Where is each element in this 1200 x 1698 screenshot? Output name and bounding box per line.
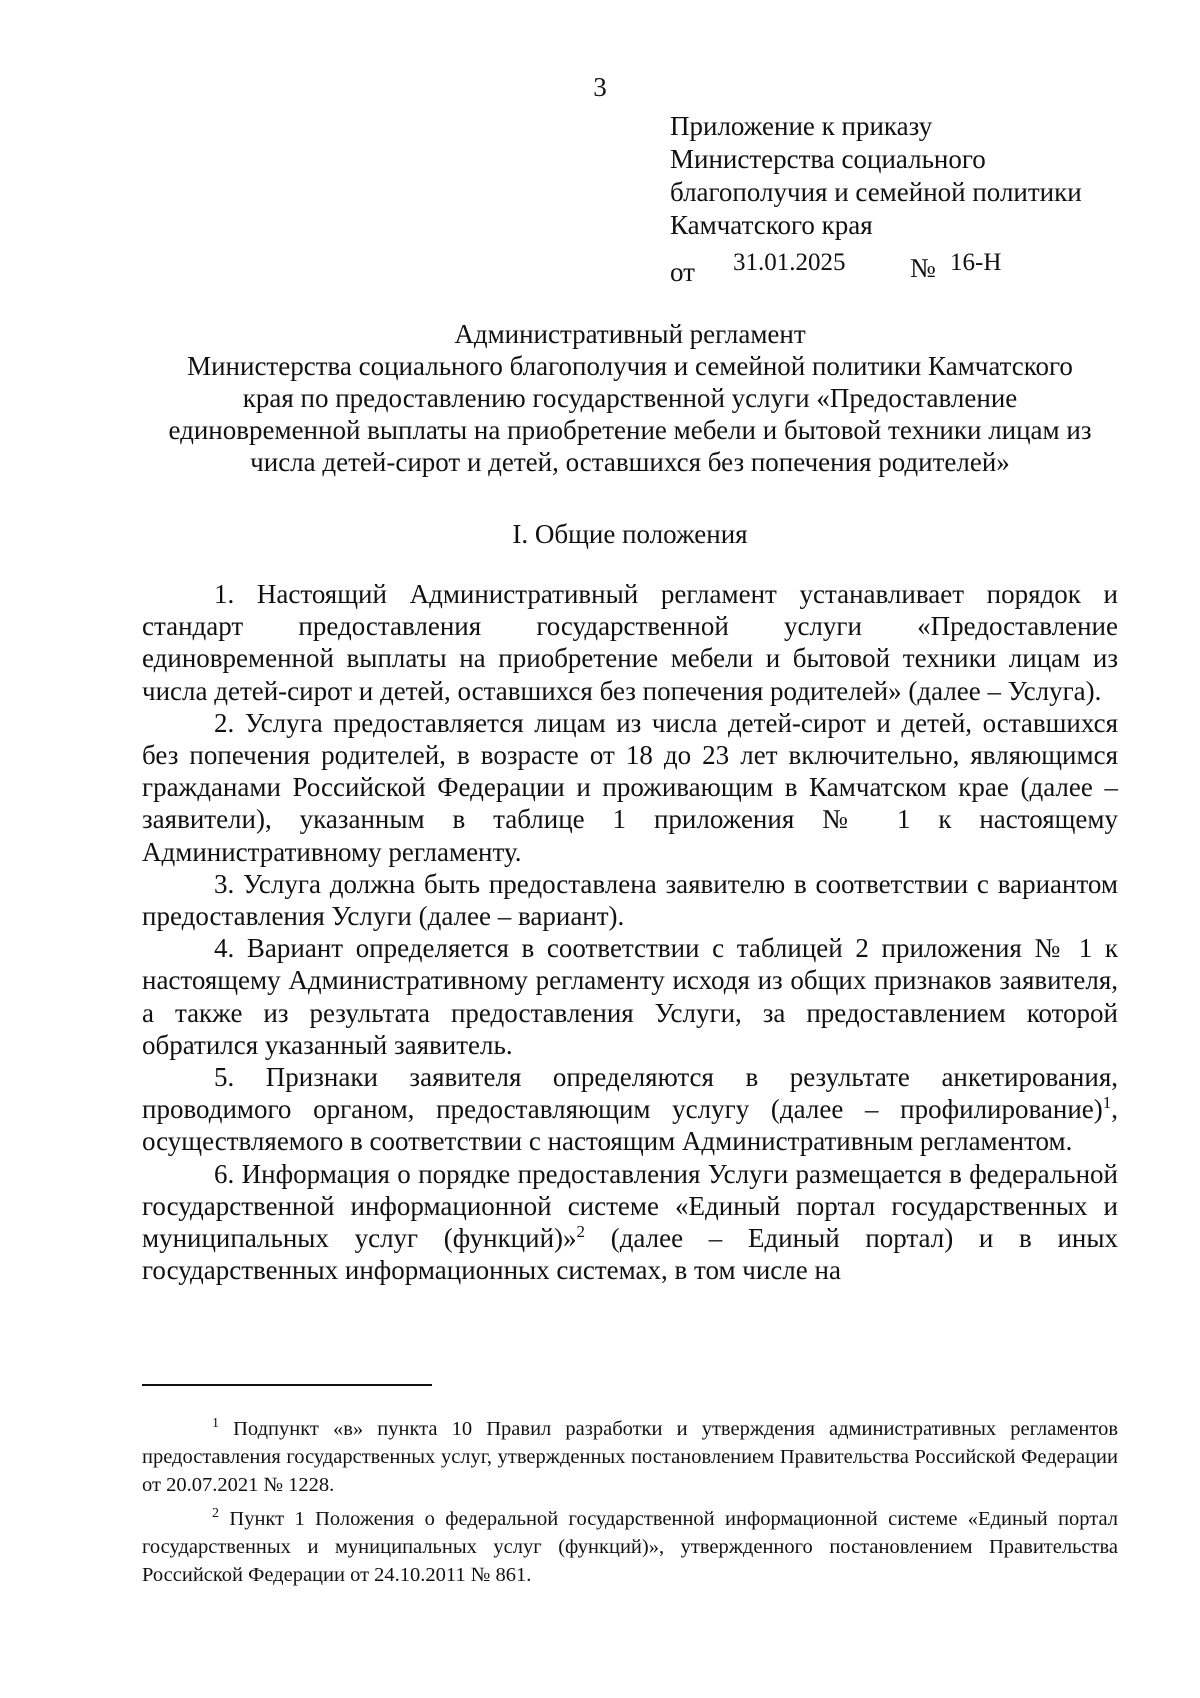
footnote-reference: 1 (1102, 1093, 1112, 1113)
number-sign: № (910, 253, 936, 283)
title-line: единовременной выплаты на приобретение мебели и бытовой техники лицам из (168, 415, 1092, 445)
paragraph-3: 3. Услуга должна быть предоставлена заявителю в соответствии с вариантом предоставления Услуги (далее – вариант). (142, 868, 1118, 932)
title-line: Министерства социального благополучия и семейной политики Камчатского (187, 351, 1073, 381)
footnote-text: Подпункт «в» пункта 10 Правил разработки и утверждения административных регламентов предоставления государственных услуг, утвержденных постановлением Правительства Российской Федерации от 20.07.2021 № 1228. (142, 1418, 1118, 1496)
paragraph-6-text: 6. Информация о порядке предоставления Услуги размещается в федеральной государственной информационной системе «Единый портал государственных и муниципальных услуг (функций)» (142, 1158, 1118, 1254)
paragraph-5-text: 5. Признаки заявителя определяются в результате анкетирования, проводимого органом, предоставляющим услугу (далее – профилирование) (142, 1062, 1118, 1125)
document-body (142, 578, 1118, 1286)
footnote-mark: 2 (212, 1506, 219, 1522)
appendix-line: благополучия и семейной политики (670, 177, 1082, 207)
footnote-separator (142, 1384, 432, 1386)
footnotes (142, 1415, 1118, 1595)
order-date: 31.01.2025 (733, 249, 846, 276)
footnote-reference: 2 (576, 1222, 586, 1242)
footnote-text: Пункт 1 Положения о федеральной государственной информационной системе «Единый портал государственных и муниципальных услуг (функций)», утвержденного постановлением Правительства Российской Федерации от 24.10.2011 № 861. (142, 1508, 1118, 1586)
footnote-2 (142, 1505, 1118, 1589)
paragraph-4: 4. Вариант определяется в соответствии с таблицей 2 приложения № 1 к настоящему Административному регламенту исходя из общих признаков заявителя, а также из результата предоставления Услуги, за предоставлением которой обратился указанный заявитель. (142, 933, 1118, 1060)
footnote-mark: 1 (212, 1416, 219, 1432)
title-line: числа детей-сирот и детей, оставшихся без попечения родителей» (250, 447, 1010, 477)
paragraph-5-text-end: , осуществляемого в соответствии с настоящим Административным регламентом. (142, 1094, 1118, 1157)
section-heading: I. Общие положения (512, 519, 748, 549)
title-line: края по предоставлению государственной услуги «Предоставление (242, 383, 1018, 413)
appendix-line: Приложение к приказу (670, 111, 933, 141)
title-line: Административный регламент (454, 319, 806, 349)
document-title (140, 318, 1120, 478)
page-number: 3 (593, 72, 607, 102)
footnote-1 (142, 1415, 1118, 1499)
appendix-line: Министерства социального (670, 144, 986, 174)
appendix-line: Камчатского края (670, 210, 873, 240)
paragraph-6-text-end: (далее – Единый портал) и в иных государственных информационных системах, в том числе на (142, 1223, 1118, 1286)
paragraph-6 (142, 1158, 1118, 1287)
order-date-number-row (670, 246, 1082, 287)
order-number: 16-Н (950, 249, 1002, 276)
paragraph-5 (142, 1061, 1118, 1158)
paragraph-2: 2. Услуга предоставляется лицам из числа детей-сирот и детей, оставшихся без попечения родителей, в возрасте от 18 до 23 лет включительно, являющимся гражданами Российской Федерации и проживающим в Камчатском крае (далее – заявители), указанным в таблице 1 приложения № 1 к настоящему Административному регламенту. (142, 707, 1118, 867)
date-prefix: от (670, 257, 695, 287)
appendix-block (670, 110, 1082, 287)
paragraph-1: 1. Настоящий Административный регламент устанавливает порядок и стандарт предоставления государственной услуги «Предоставление единовременной выплаты на приобретение мебели и бытовой техники лицам из числа детей-сирот и детей, оставшихся без попечения родителей» (далее – Услуга). (142, 579, 1118, 706)
